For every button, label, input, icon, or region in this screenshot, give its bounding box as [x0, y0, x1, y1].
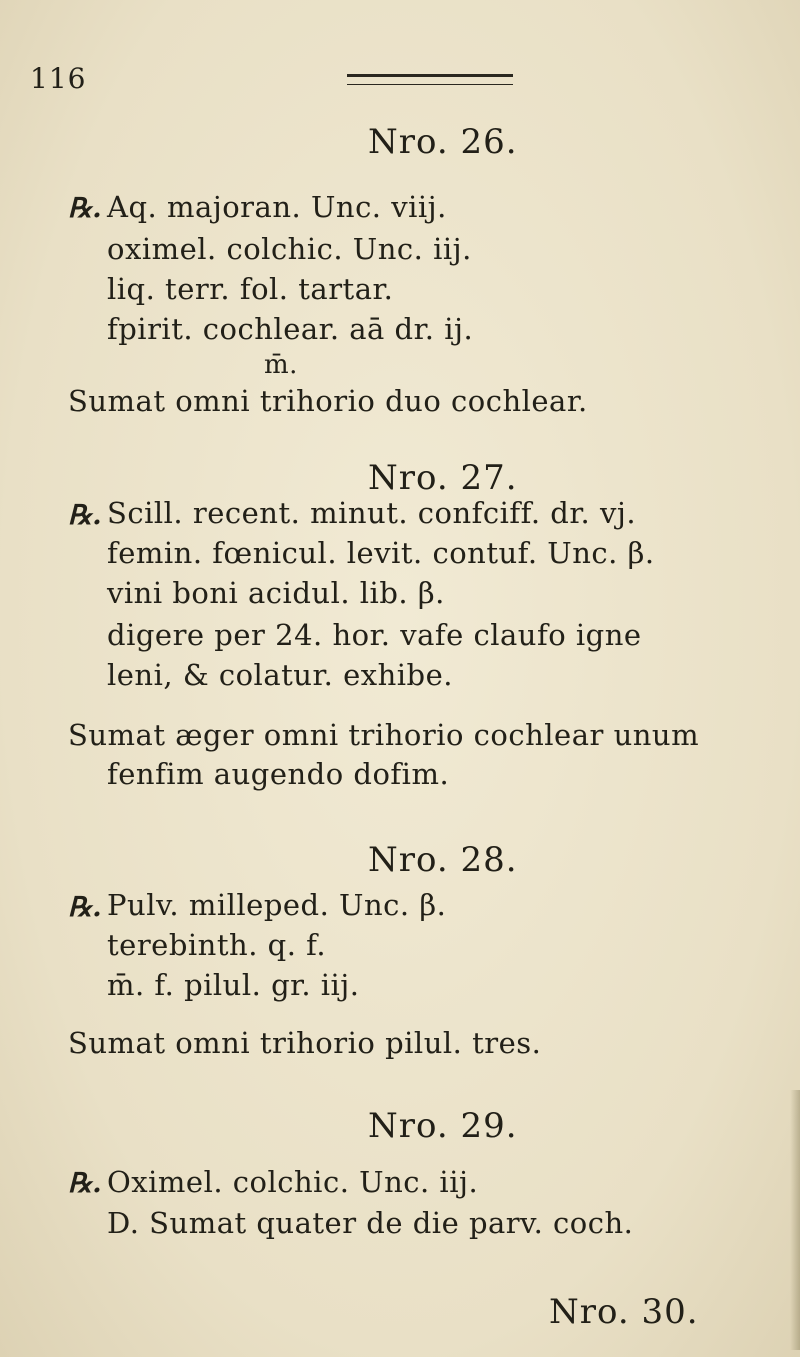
recipe-line: leni, & colatur. exhibe.	[107, 658, 453, 692]
recipe-line: m̄. f. pilul. gr. iij.	[107, 968, 360, 1002]
recipe-line: terebinth. q. f.	[107, 928, 327, 962]
dosage-line: Sumat omni trihorio duo cochlear.	[68, 384, 588, 418]
catchword-heading: Nro. 30.	[549, 1292, 699, 1332]
recipe-line: Pulv. milleped. Unc. β.	[107, 888, 447, 922]
recipe-line: fpirit. cochlear. aā dr. ij.	[107, 312, 474, 346]
recipe-line: digere per 24. hor. vafe claufo igne	[107, 618, 642, 652]
dosage-line: Sumat omni trihorio pilul. tres.	[68, 1026, 542, 1060]
rx-symbol: ℞.	[68, 193, 102, 224]
recipe-line: vini boni acidul. lib. β.	[107, 576, 445, 610]
recipe-line: femin. fœnicul. levit. contuf. Unc. β.	[107, 536, 655, 570]
recipe-line: Aq. majoran. Unc. viij.	[107, 190, 447, 224]
dosage-line: D. Sumat quater de die parv. coch.	[107, 1206, 634, 1240]
section-heading: Nro. 27.	[368, 458, 518, 498]
recipe-line: m̄.	[264, 350, 298, 380]
rx-symbol: ℞.	[68, 1168, 102, 1199]
section-heading: Nro. 29.	[368, 1106, 518, 1146]
recipe-line: liq. terr. fol. tartar.	[107, 272, 394, 306]
section-heading: Nro. 26.	[368, 122, 518, 162]
recipe-line: Scill. recent. minut. confciff. dr. vj.	[107, 496, 637, 530]
page-number: 116	[30, 62, 87, 95]
page-edge-shadow	[790, 1090, 800, 1350]
header-rule	[347, 74, 513, 85]
dosage-line: fenfim augendo dofim.	[107, 757, 450, 791]
recipe-line: oximel. colchic. Unc. iij.	[107, 232, 472, 266]
recipe-line: Oximel. colchic. Unc. iij.	[107, 1165, 479, 1199]
rx-symbol: ℞.	[68, 892, 102, 923]
section-heading: Nro. 28.	[368, 840, 518, 880]
dosage-line: Sumat æger omni trihorio cochlear unum	[68, 718, 700, 752]
rx-symbol: ℞.	[68, 500, 102, 531]
